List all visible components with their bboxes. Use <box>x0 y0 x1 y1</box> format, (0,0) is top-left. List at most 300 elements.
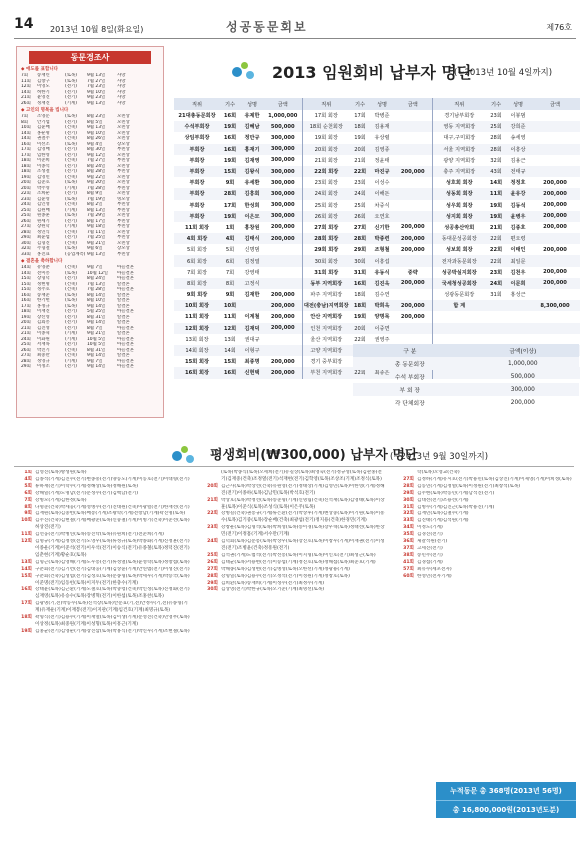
list-cell: 송재준 <box>37 292 50 298</box>
list-cell: 8월 9일 <box>87 191 103 196</box>
table-cell: 16회 <box>220 367 240 378</box>
list-item <box>14 532 192 539</box>
list-cell: 부친상 <box>117 251 130 257</box>
list-cell: 19회 <box>21 174 31 180</box>
list-cell: 모친상 <box>117 240 130 246</box>
dues-title-block <box>232 60 582 80</box>
list-cell: 모친상 <box>117 152 130 158</box>
table-cell: 200,000 <box>270 313 295 320</box>
list-cell: (건축) <box>65 287 77 292</box>
condolence-list <box>17 66 163 370</box>
table-cell: 200,000 <box>270 224 295 231</box>
table-header: 직위 <box>174 98 220 110</box>
list-cell: (건축) <box>65 136 77 141</box>
table-cell <box>264 267 302 278</box>
table-cell: 300,000 <box>264 188 302 199</box>
list-cell: (건축) <box>65 229 77 235</box>
table-cell: 경기 중부회장 <box>302 356 350 367</box>
table-cell: 21회 <box>354 157 366 164</box>
summary-cell: 금액(이상) <box>467 344 579 357</box>
page-header <box>14 16 574 38</box>
list-cell: 홍정규 <box>37 303 50 309</box>
table-header: 성명 <box>240 98 264 110</box>
table-cell: 28회 <box>490 135 502 142</box>
table-header: 기수 <box>220 98 240 110</box>
table-cell <box>486 323 506 334</box>
list-cell: (전기) <box>65 364 77 369</box>
list-cell: 임한영 <box>37 152 50 158</box>
table-cell: 이흥상 <box>506 144 530 155</box>
table-cell: 24회 <box>486 278 506 289</box>
list-cell: 17회 <box>21 303 31 309</box>
list-cell: 9월 10일 <box>87 89 106 95</box>
table-cell <box>432 323 486 334</box>
table-cell: 23회 <box>489 269 503 276</box>
class-number: 60회 <box>403 573 414 579</box>
class-number: 37회 <box>403 545 414 551</box>
list-cell: (토목) <box>65 213 77 218</box>
table-header: 기수 <box>486 98 506 110</box>
list-item <box>200 511 388 525</box>
list-cell: 7월 27일 <box>87 78 106 84</box>
list-cell: (전기) <box>65 325 77 331</box>
table-row <box>174 323 580 334</box>
list-item <box>14 567 192 574</box>
table-cell: 이중면 <box>370 323 394 334</box>
table-cell: 울산 지역회장 <box>302 334 350 345</box>
list-cell: 이종석 <box>37 163 50 169</box>
list-cell: 20회 <box>21 180 31 185</box>
list-item <box>14 498 192 505</box>
table-cell: 김재덕 <box>240 323 264 334</box>
list-cell: (기계) <box>65 331 77 336</box>
table-cell: 27회 <box>353 224 367 231</box>
list-cell: 딸결혼 <box>117 298 130 303</box>
member-names: 학(토목)오영교(건축) <box>417 470 460 475</box>
list-item <box>14 560 192 567</box>
table-cell: 200,000 <box>264 367 302 378</box>
fee-list-column-3 <box>396 470 578 770</box>
list-cell: (건축) <box>65 158 77 163</box>
table-cell: 9회 회장 <box>186 292 208 299</box>
list-cell: 이화원 <box>37 336 50 342</box>
list-cell: (기계) <box>65 358 77 364</box>
table-cell: 16회 회장 <box>174 367 220 378</box>
list-cell: 14회 <box>21 270 31 276</box>
list-cell: 부친상 <box>117 202 130 207</box>
table-cell: 20회 <box>350 323 370 334</box>
table-cell: 200,000 <box>530 188 580 199</box>
list-cell: (전기) <box>65 95 77 100</box>
table-cell: 유동식 <box>374 269 390 276</box>
table-cell: 박종련 <box>370 233 394 244</box>
table-cell: 21회 <box>489 224 503 231</box>
table-header: 금액 <box>394 98 432 110</box>
list-cell: 딸결혼 <box>117 292 130 298</box>
summary-cell: 총 동문회장 <box>353 357 467 370</box>
table-cell: 11회 <box>223 314 237 321</box>
list-cell: 9월 13일 <box>87 251 106 257</box>
member-names: 김진태(기계)김석원(기계) <box>417 518 469 524</box>
list-item <box>396 560 578 567</box>
list-cell: 8월 7일 <box>87 325 103 331</box>
member-names: 김형근(토목)김영해(기계)도우봉(전기)류성열(토목)윤성학(토목)정창섭(토목) <box>35 559 190 565</box>
table-cell <box>486 311 506 322</box>
member-names: 송민주(전기) <box>417 552 443 558</box>
class-number: 29회 <box>207 580 218 586</box>
list-item <box>200 484 388 498</box>
list-cell: 8월 26일 <box>87 136 106 141</box>
list-cell: 아들결혼 <box>117 342 134 347</box>
table-cell <box>486 300 506 311</box>
table-cell: 200,000 <box>264 233 302 244</box>
list-cell: 7월 25일 <box>87 235 106 240</box>
totals-count: 누적동문 총 368명(2013년 56명) <box>436 782 576 801</box>
dues-subtitle: (~2013년 10월 4일까지) <box>454 68 553 78</box>
list-cell: 모친상 <box>117 229 130 235</box>
list-cell: 10월 12일 <box>87 270 109 276</box>
fee-rule <box>14 466 574 467</box>
list-cell: 모친상 <box>117 163 130 169</box>
table-cell: 25회 <box>486 121 506 132</box>
list-cell: 9월 4일 <box>87 141 103 147</box>
table-cell: 양명목 <box>374 314 390 321</box>
member-names: 김덕회(토목)김문봉(토목)박상우(토목)장진호(토목)이창우(기계)이재권(전기)이성진(전기)조병윤(건축)정흥원(전기) <box>221 539 385 551</box>
member-names: 강병모(기계)김한정(토목) <box>35 497 87 503</box>
table-cell: 24회 <box>350 188 370 199</box>
member-names: 김태균(토목)서용현(전기)이승섭(기계)정진호(토목)정해섭(토목)최준호(기계) <box>221 559 376 565</box>
list-cell: 아들결혼 <box>117 270 134 276</box>
list-item <box>200 470 388 484</box>
table-cell: 15회 <box>220 166 240 177</box>
list-cell: 9월 20일 <box>87 180 106 185</box>
list-cell: 20회 <box>21 185 31 191</box>
list-cell: 딸결혼 <box>117 303 130 309</box>
table-cell: 부천 지역회장 <box>302 367 350 378</box>
list-item <box>14 587 192 601</box>
table-cell <box>530 233 580 244</box>
table-cell: 12회 <box>220 323 240 334</box>
table-cell <box>530 144 580 155</box>
list-cell: 모친상 <box>117 136 130 141</box>
list-cell: 김영배 <box>37 147 50 152</box>
list-cell: (전기) <box>65 152 77 158</box>
class-number: 19회 <box>21 628 32 634</box>
table-cell: 500,000 <box>264 121 302 132</box>
list-cell: 18회 <box>21 163 31 169</box>
list-cell: 32회 <box>21 246 31 251</box>
table-cell: 부회장 <box>174 144 220 155</box>
list-cell: 14회 <box>21 89 31 95</box>
table-cell: 15회 <box>223 359 237 366</box>
list-cell: 김형진 <box>37 240 50 246</box>
table-cell: 7회 <box>225 269 235 276</box>
table-header: 금액 <box>530 98 580 110</box>
table-cell: 18회 <box>350 300 370 311</box>
table-header: 성명 <box>506 98 530 110</box>
table-cell: 김수연 <box>374 292 390 299</box>
list-cell: 사망 <box>117 78 126 84</box>
list-cell: 9월 10일 <box>87 130 106 136</box>
list-cell: 7회 <box>21 73 29 78</box>
list-cell: 조희순 <box>37 191 50 196</box>
fee-list-column-2 <box>200 470 388 840</box>
table-cell: 300,000 <box>264 211 302 222</box>
list-cell: (토목) <box>65 180 77 185</box>
table-header: 금액 <box>264 98 302 110</box>
table-cell: 11회 <box>486 188 506 199</box>
table-cell: 이계철 <box>244 314 260 321</box>
table-cell: 동부 지역회장 <box>302 278 350 289</box>
table-cell <box>394 132 432 143</box>
table-row <box>174 267 580 278</box>
list-cell: 모친상 <box>117 191 130 196</box>
list-item <box>14 484 192 491</box>
list-cell: 8월 28일 <box>87 169 106 174</box>
list-cell: (전기) <box>65 276 77 281</box>
list-item <box>396 525 578 532</box>
newspaper-name: 성공동문회보 <box>226 20 308 34</box>
list-item <box>14 629 192 636</box>
list-cell: (기계) <box>65 185 77 191</box>
table-cell: 200,000 <box>264 300 302 311</box>
summary-cell: 300,000 <box>467 383 579 396</box>
table-header: 기수 <box>350 98 370 110</box>
list-cell: (토목) <box>65 78 77 84</box>
member-names: 강창운(토목)김형석(토목)박희성(토목)송이경(토목)장우혁(토목)정태선(토목)한상민(전기)이정흠(기계)서수만(기계) <box>221 525 385 538</box>
list-item <box>21 252 159 258</box>
list-cell: (전기) <box>65 84 77 89</box>
list-cell: 조영문 <box>37 114 50 119</box>
table-cell <box>264 345 302 356</box>
class-number: 21회 <box>207 497 218 503</box>
list-item <box>14 511 192 518</box>
list-cell: 주형철 <box>37 246 50 251</box>
list-cell: 9월 21일 <box>87 240 106 246</box>
class-number: 25회 <box>207 552 218 558</box>
list-cell: 아들결혼 <box>117 336 134 342</box>
table-cell: 김혜남 <box>240 121 264 132</box>
table-cell: 16회 <box>220 144 240 155</box>
table-cell <box>264 334 302 345</box>
table-cell: 22회 <box>350 166 370 177</box>
list-cell: 9월 13일 <box>87 100 106 106</box>
list-cell: 부친상 <box>117 235 130 240</box>
table-cell: 김정열 <box>240 255 264 266</box>
list-item <box>200 553 388 560</box>
list-cell: (건축) <box>65 202 77 207</box>
table-cell: 25회 <box>354 202 366 209</box>
class-number: 28회 <box>207 573 218 579</box>
table-cell: 200,000 <box>394 166 432 177</box>
list-cell: 18회 <box>21 169 31 174</box>
table-cell: 8회 <box>220 278 240 289</box>
table-row <box>174 233 580 244</box>
member-names: 김경진(전기) <box>417 532 443 538</box>
table-cell: 중략 <box>407 269 418 276</box>
member-names: 구춘회(건축)김성엽(전기)김성호(토목)문종형(토목)박세우(기계)박승국(토목)이준명(전기)임동헌(토목)이지두(전기)한충수(기계) <box>35 573 190 586</box>
list-cell: 9월 22일 <box>87 174 106 180</box>
class-number: 29회 <box>403 490 414 496</box>
table-cell: 이흥섭 <box>370 255 394 266</box>
list-cell: (건축) <box>65 265 77 270</box>
table-cell: 차중식 <box>374 202 390 209</box>
page-number: 14 <box>14 16 34 32</box>
list-cell: 10월 5일 <box>87 342 106 347</box>
list-cell: 모친상 <box>117 174 130 180</box>
table-cell: 30회 회장 <box>302 255 350 266</box>
list-item <box>14 470 192 477</box>
table-cell: 윤유강 <box>506 188 530 199</box>
list-cell: (건축) <box>65 174 77 180</box>
table-cell <box>530 289 580 300</box>
table-cell: 23회 회장 <box>302 177 350 188</box>
table-cell: 19회 <box>489 202 503 209</box>
list-cell: (전기) <box>65 147 77 152</box>
list-cell: 김외흥 <box>37 320 50 325</box>
list-cell: 아들결혼 <box>117 364 134 369</box>
list-item <box>14 491 192 498</box>
list-cell: 8월 23일 <box>87 114 106 119</box>
table-header: 성명 <box>370 98 394 110</box>
member-names: 김정하(기계)유시호(전기)박용민(토목)김상진(기계)이제영(기계)이희성(토목) <box>417 476 572 482</box>
class-number: 34회 <box>403 525 414 531</box>
list-cell: 25회 <box>21 213 31 218</box>
table-cell: 200,000 <box>530 211 580 222</box>
list-cell: 안기섭 <box>37 119 50 125</box>
list-cell: 딸결혼 <box>117 314 130 320</box>
table-cell: 22회 <box>350 367 370 378</box>
list-cell: 26회 <box>21 218 31 224</box>
list-cell: 9월 14일 <box>87 353 106 358</box>
table-cell: 18회 <box>354 292 366 299</box>
table-cell: 영동 지역회장 <box>432 121 486 132</box>
table-cell: 송세영 <box>510 135 526 142</box>
table-cell: 성보회 회장 <box>432 244 486 255</box>
table-cell: 성동회 회장 <box>432 188 486 199</box>
table-cell: 17회 회장 <box>302 110 350 121</box>
member-names: 최유수(세포전자) <box>417 566 452 572</box>
class-number: 17회 <box>21 601 32 607</box>
list-cell: 29회 <box>21 235 31 240</box>
list-cell: 7월 19일 <box>87 196 106 202</box>
list-cell: (토목) <box>65 246 77 251</box>
list-cell: 9월 6일 <box>87 246 103 251</box>
list-cell: (전기) <box>65 235 77 240</box>
list-cell: 7월 28일 <box>87 185 106 191</box>
list-cell: 10월 5일 <box>87 336 106 342</box>
list-cell: 8월 31일 <box>87 314 106 320</box>
table-cell: 24회 회장 <box>302 188 350 199</box>
list-cell: 모친상 <box>117 130 130 136</box>
table-cell: 43회 <box>486 166 506 177</box>
member-names: 김광명(기,전)박동수(토목)신석장(토목)안문효(기,전)안정수(기,전)유종형(기계)유재운(기계)이재봉(전기)이지관(기계)임건호(기계)최명규(토목) <box>35 601 188 614</box>
list-cell: (전기) <box>65 130 77 136</box>
table-cell: 4회 회장 <box>174 233 220 244</box>
table-header: 직위 <box>302 98 350 110</box>
class-number: 31회 <box>403 504 414 510</box>
list-cell: 14회 <box>21 130 31 136</box>
table-cell: 25회 회장 <box>302 200 350 211</box>
table-cell: 11회 회장 <box>184 314 210 321</box>
table-row <box>174 300 580 311</box>
table-cell: 대전(충남)지역회장 <box>302 300 350 311</box>
member-names: 박상호(토목)박정선(토목)송준형(기계)신명림(건축)신석재(토목)김영태(토목)이상훈(토목)이준식(토목)조성식(토목)이은주(토목) <box>221 497 385 510</box>
list-item <box>14 601 192 615</box>
table-cell: 부회장 <box>174 188 220 199</box>
list-item <box>21 364 159 370</box>
dues-title: 2013 임원회비 납부자 명단 <box>272 63 473 82</box>
table-cell: 13회 회장 <box>185 336 209 343</box>
table-cell: 최종은 <box>370 367 394 378</box>
list-cell: 한기헌 <box>37 298 50 303</box>
summary-cell: 수석 부회장 <box>394 375 425 381</box>
list-cell: 사망 <box>117 95 126 100</box>
list-cell: 사망 <box>117 73 126 78</box>
list-cell: 17회 <box>21 152 31 158</box>
list-cell: 조성철 <box>37 169 50 174</box>
list-cell: 최윤섭 <box>37 235 50 240</box>
table-cell: 김천우 <box>510 269 526 276</box>
table-cell: 김동석 <box>510 202 526 209</box>
member-names: 제갈석원(전기) <box>417 539 448 545</box>
list-cell: 최중만 <box>37 353 50 358</box>
table-cell: 20회 회장 <box>302 144 350 155</box>
class-number: 24회 <box>207 539 218 545</box>
list-cell: 유영춘 <box>37 265 50 270</box>
list-cell: 서재목 <box>37 342 50 347</box>
list-cell: 18회 <box>21 158 31 163</box>
list-cell: 아들결혼 <box>117 276 134 281</box>
list-cell: (전기) <box>65 320 77 325</box>
member-names: 이정도(기계) <box>417 525 443 531</box>
list-cell: 정재진 <box>37 100 50 106</box>
table-row <box>174 188 580 199</box>
list-cell: 부친상 <box>117 185 130 191</box>
table-cell: 22회 <box>354 336 366 343</box>
list-cell: 이정조 <box>37 364 50 369</box>
list-cell: (전기) <box>65 309 77 314</box>
summary-cell: 구 분 <box>353 344 467 357</box>
table-row <box>174 244 580 255</box>
list-cell: (토목) <box>65 141 77 147</box>
list-cell: 22회 <box>21 191 31 196</box>
member-names: 김근사(토목)박상선(건축)유원영(전기)정태상(기계)김영민(토목)이한영(기계)정해진(전기)이종하(토목)김남민(토목)박석호(전기) <box>221 483 385 496</box>
table-cell <box>530 132 580 143</box>
list-cell: 8월 2일 <box>87 202 103 207</box>
list-item <box>396 470 578 477</box>
class-number: 57회 <box>403 566 414 572</box>
list-cell: (공업계측) <box>65 251 86 257</box>
list-cell: 딸결혼 <box>117 331 130 336</box>
dots-ornament-icon <box>172 446 202 464</box>
class-number: 27회 <box>403 476 414 482</box>
table-cell: 22회 <box>489 247 503 254</box>
list-item <box>396 518 578 525</box>
table-cell <box>506 311 530 322</box>
member-names: 나명준(건축)박세웅(기계)성병수(전기)진대원(건축)이광렬(전기)한재선(전기) <box>35 504 190 510</box>
class-number: 10회 <box>21 518 32 524</box>
table-cell: 수석부회장 <box>174 121 220 132</box>
list-cell: 모친상 <box>117 114 130 119</box>
list-item <box>200 525 388 539</box>
table-cell: 28회 회장 <box>302 233 350 244</box>
list-cell: 장원학 <box>37 224 50 229</box>
list-cell: 16회 <box>21 141 31 147</box>
table-cell: 200,000 <box>394 233 432 244</box>
list-cell: 14회 <box>21 136 31 141</box>
list-cell: 김원배 <box>37 207 50 213</box>
